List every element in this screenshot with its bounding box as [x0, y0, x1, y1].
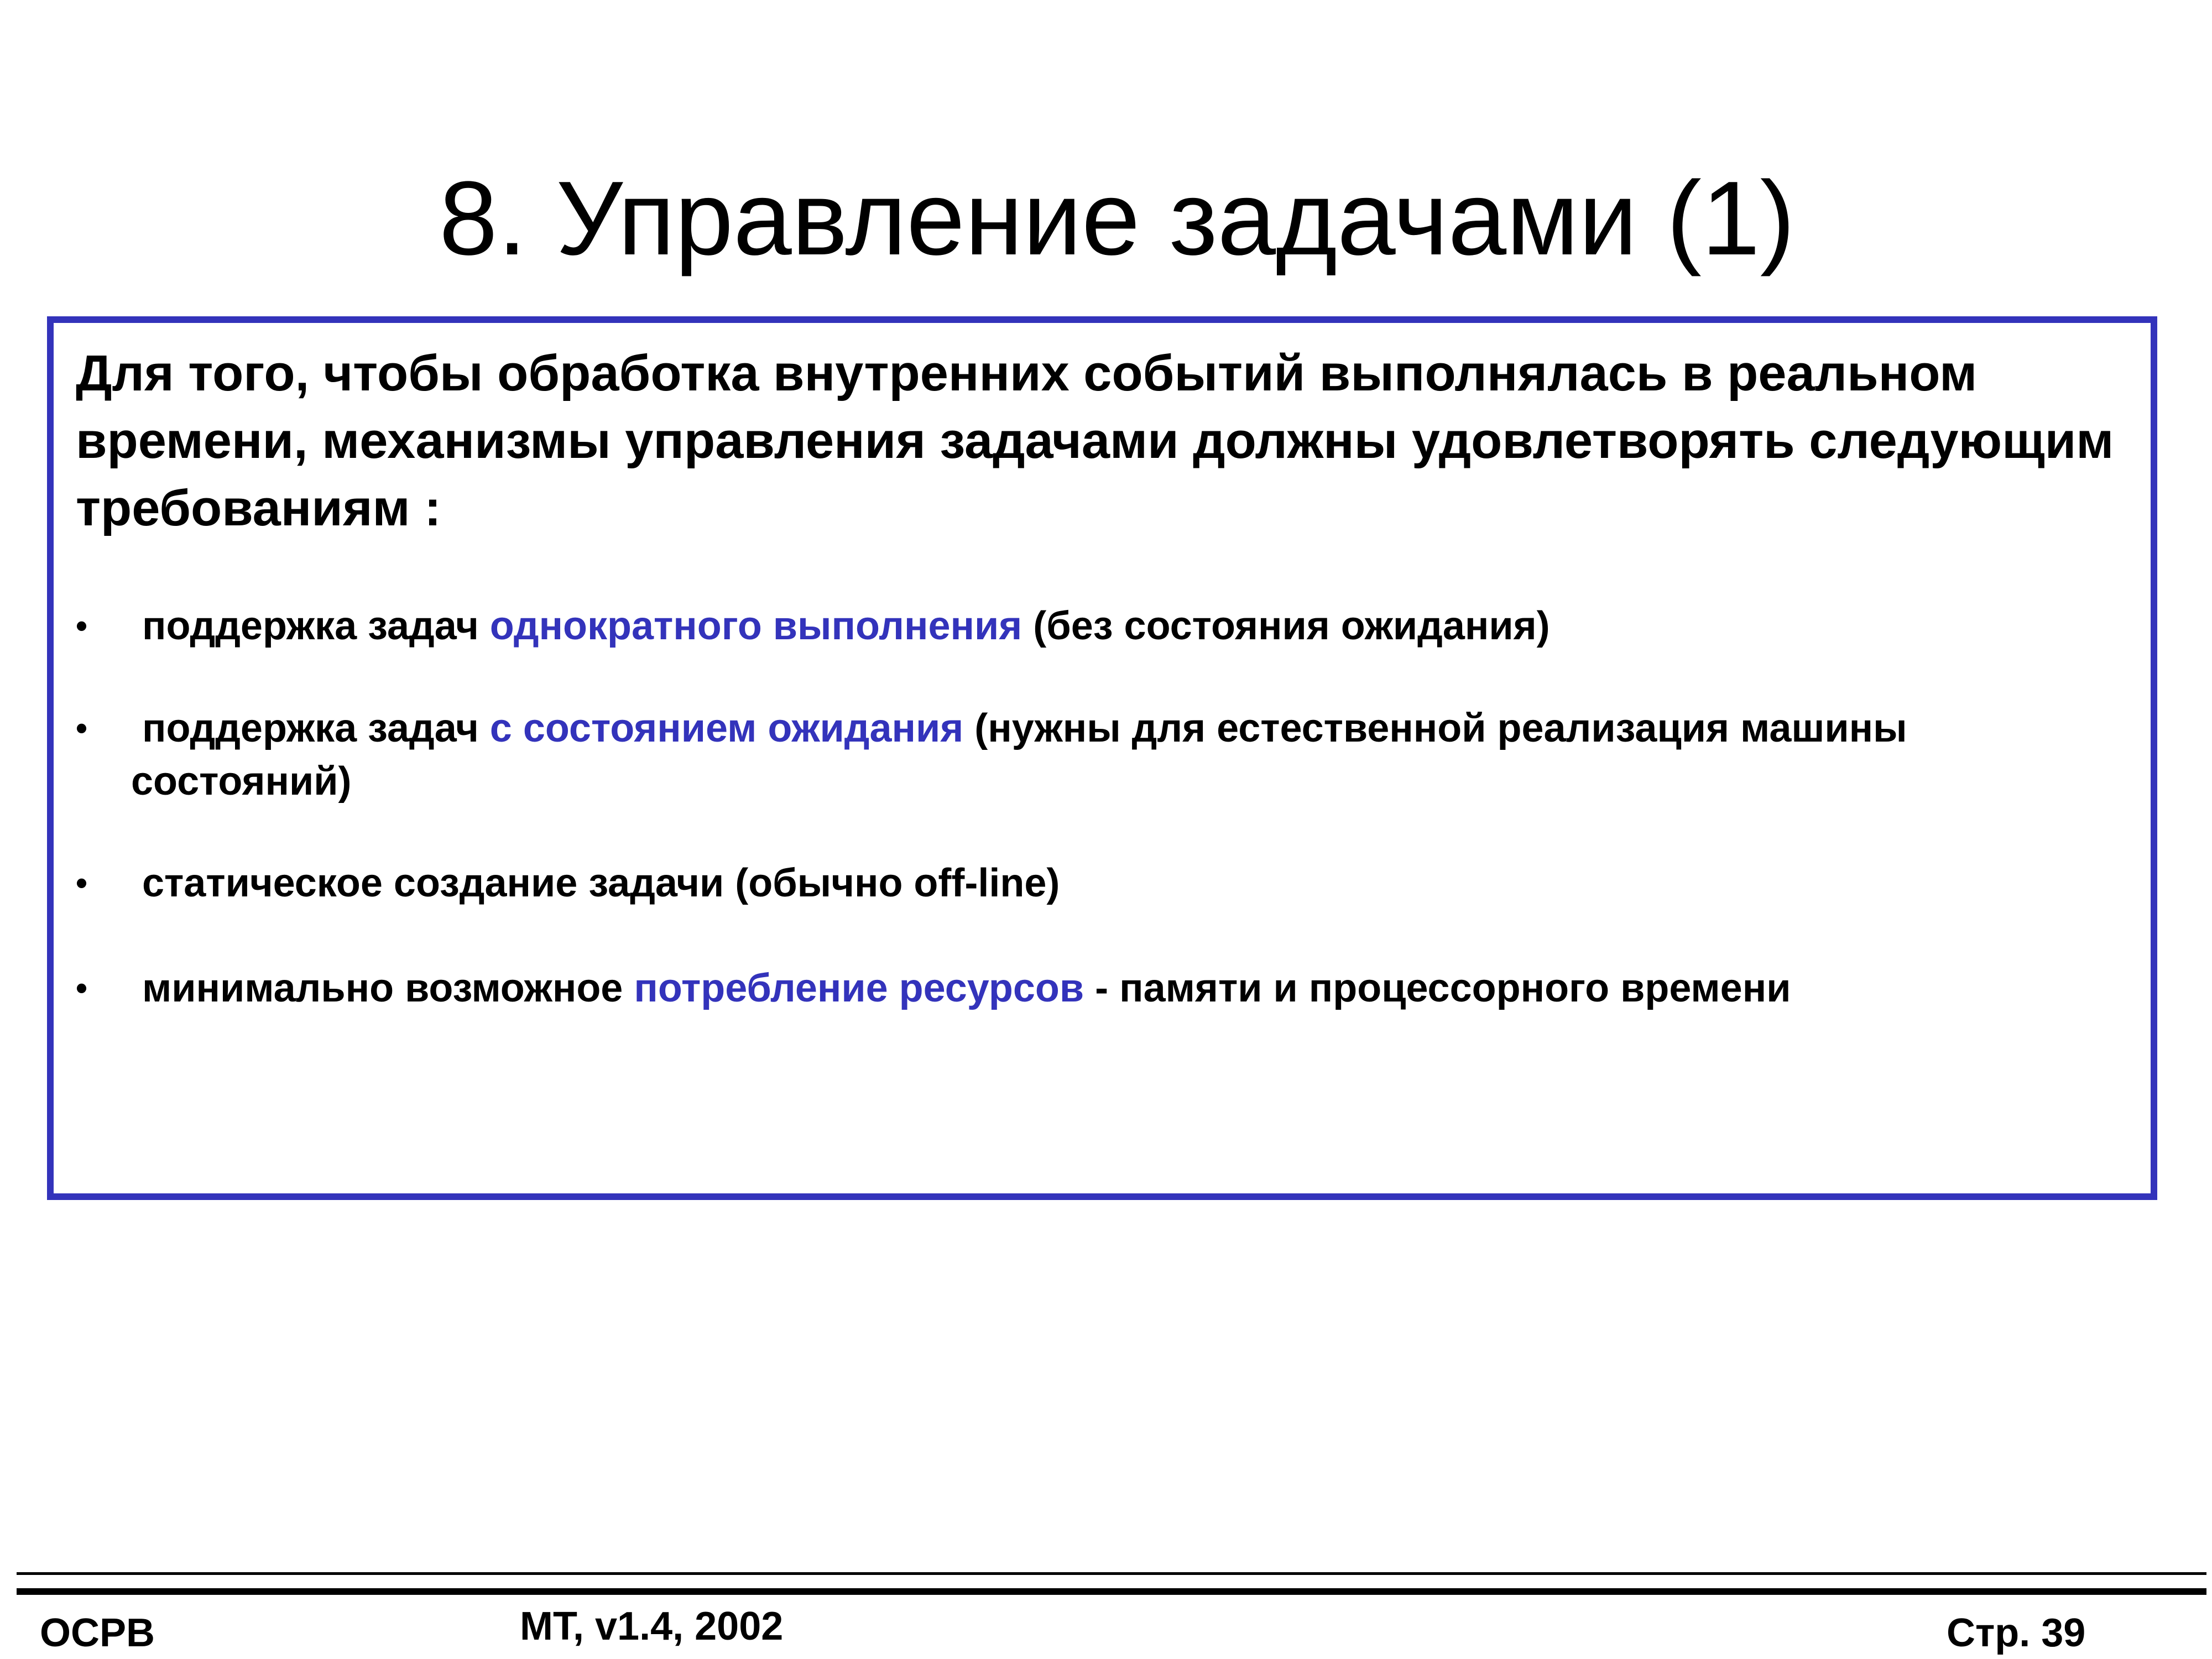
bullet-item — [76, 857, 2122, 910]
bullet-text — [76, 857, 2122, 910]
bullet-icon: • — [76, 607, 88, 644]
bullet-text — [76, 702, 2122, 808]
intro-paragraph: Для того, чтобы обработка внутренних событий выполнялась в реальном времени, механизмы управления задачами должны удовлетворять следующим требованиям : — [76, 345, 2114, 536]
bullet-text-plain: - памяти и процессорного времени — [1084, 966, 1791, 1010]
bullet-text-plain: поддержка задач — [142, 706, 490, 750]
bullet-text-plain: (без состояния ожидания) — [1022, 604, 1550, 648]
bullet-text-plain: поддержка задач — [142, 604, 490, 648]
footer-version-label: MT, v1.4, 2002 — [520, 1604, 784, 1648]
bullet-icon: • — [76, 864, 88, 901]
page-number: Стр. 39 — [1947, 1611, 2086, 1655]
bullet-text-plain: (нужны для естественной реализация машины состояний) — [131, 706, 1907, 804]
footer-left-label: ОСРВ — [40, 1611, 155, 1655]
bullet-text — [76, 599, 2122, 653]
content-box — [47, 316, 2157, 1200]
bullet-text-plain: минимально возможное — [142, 966, 634, 1010]
footer-divider-thick — [17, 1588, 2206, 1595]
bullet-text-plain: статическое создание задачи (обычно off-line) — [142, 861, 1060, 905]
bullet-item — [76, 962, 2122, 1015]
bullet-item — [76, 599, 2122, 653]
bullet-icon: • — [76, 709, 88, 747]
bullet-text — [76, 962, 2122, 1015]
slide-title: 8. Управление задачами (1) — [439, 160, 1795, 277]
bullet-text-highlight: с состоянием ожидания — [489, 706, 964, 750]
bullet-icon: • — [76, 969, 88, 1006]
bullet-item — [76, 702, 2122, 808]
bullet-text-highlight: однократного выполнения — [489, 604, 1022, 648]
bullet-text-highlight: потребление ресурсов — [634, 966, 1084, 1010]
footer-divider-thin — [17, 1572, 2206, 1575]
